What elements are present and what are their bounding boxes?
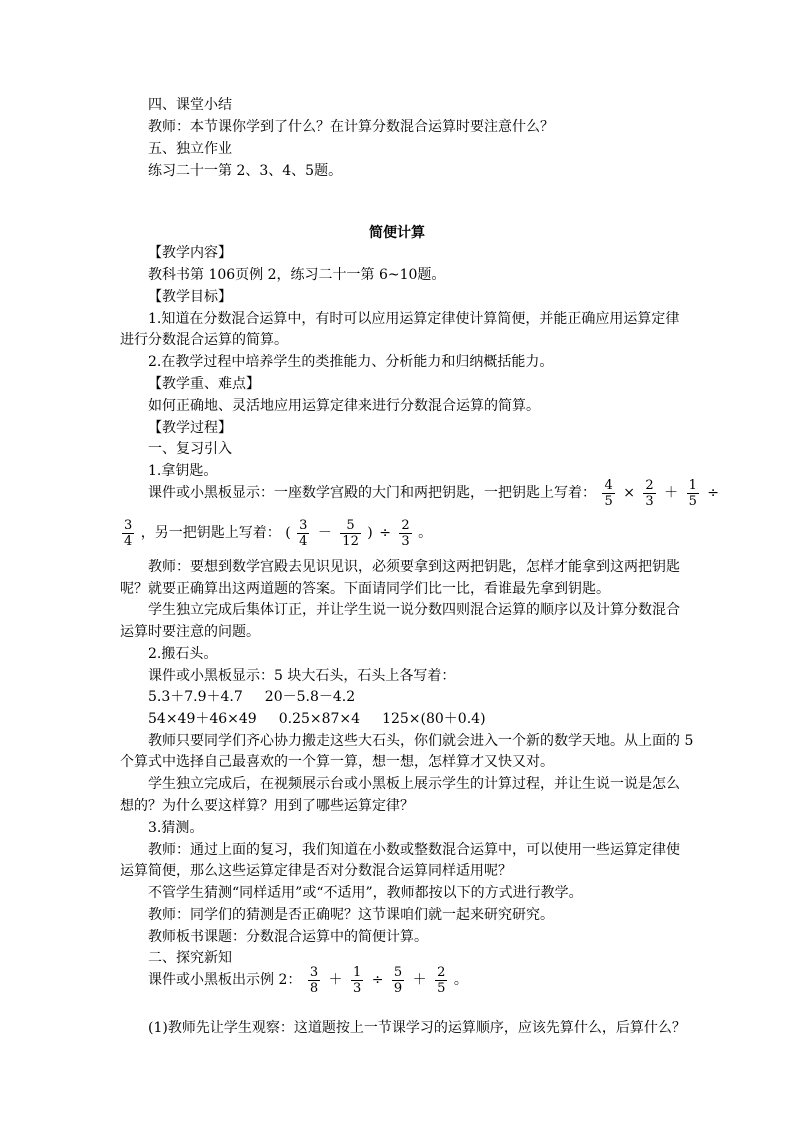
part-1-heading: 一、复习引入 bbox=[148, 441, 232, 457]
teacher-review-line-1: 教师：通过上面的复习，我们知道在小数或整数混合运算中，可以使用一些运算定律使 bbox=[148, 842, 680, 858]
expr-4: 0.25×87×4 bbox=[278, 711, 361, 727]
goal-1-line-1: 1.知道在分数混合运算中，有时可以应用运算定律使计算简便，并能正确应用运算定律 bbox=[148, 311, 680, 327]
section-homework-heading: 五、独立作业 bbox=[148, 141, 232, 157]
teacher-keys-line-1: 教师：要想到数学宫殿去见识见识，必须要拿到这两把钥匙，怎样才能拿到这两把钥匙 bbox=[148, 559, 680, 575]
student-correct-line-1: 学生独立完成后集体订正，并让学生说一说分数四则混合运算的顺序以及计算分数混合 bbox=[148, 602, 680, 618]
goal-2: 2.在教学过程中培养学生的类推能力、分析能力和归纳概括能力。 bbox=[148, 354, 554, 370]
fraction-2-5: $\frac{2}{5}$ bbox=[437, 964, 446, 996]
teaching-goal-heading: 【教学目标】 bbox=[148, 289, 232, 305]
student-show-line-1: 学生独立完成后，在视频展示台或小黑板上展示学生的计算过程，并让生说一说是怎么 bbox=[148, 776, 680, 792]
process-heading: 【教学过程】 bbox=[148, 420, 232, 436]
key-2-intro: ，另一把钥匙上写着： bbox=[140, 525, 281, 541]
stones-intro: 课件或小黑板显示：5 块大石头，石头上各写着： bbox=[148, 668, 456, 684]
page-title: 简便计算 bbox=[369, 225, 425, 241]
fraction-3-8: $\frac{3}{8}$ bbox=[309, 964, 319, 996]
example-2-line: 课件或小黑板出示例 2： $\frac{3}{8}$ ＋ $\frac{1}{3}$ ÷ $\frac{5}{9}$ ＋ $\frac{2}{5}$ 。 bbox=[148, 964, 468, 996]
times-sign: × bbox=[623, 485, 635, 501]
plus-sign: ＋ bbox=[664, 485, 679, 501]
step-move-stones: 2.搬石头。 bbox=[148, 646, 218, 662]
fraction-2-3-b: $\frac{2}{3}$ bbox=[401, 517, 410, 549]
stone-expressions-row-2 bbox=[148, 709, 486, 729]
observe-question: (1)教师先让学生观察：这道题按上一节课学习的运算顺序，应该先算什么，后算什么？ bbox=[148, 1020, 686, 1036]
teaching-content-text: 教科书第 106页例 2，练习二十一第 6~10题。 bbox=[148, 267, 446, 283]
minus-sign: － bbox=[317, 525, 332, 541]
expr-1: 5.3＋7.9＋4.7 bbox=[148, 689, 243, 705]
stone-expressions-row-1 bbox=[148, 687, 355, 707]
key-points-heading: 【教学重、难点】 bbox=[148, 376, 260, 392]
goal-1-line-2: 进行分数混合运算的简算。 bbox=[120, 332, 288, 348]
teacher-board-title: 教师板书课题：分数混合运算中的简便计算。 bbox=[148, 929, 428, 945]
expr-3: 54×49＋46×49 bbox=[148, 711, 257, 727]
fraction-1-3: $\frac{1}{3}$ bbox=[353, 964, 362, 996]
fraction-5-9: $\frac{5}{9}$ bbox=[393, 964, 403, 996]
teaching-content-heading: 【教学内容】 bbox=[148, 245, 232, 261]
fraction-3-4: $\frac{3}{4}$ bbox=[124, 517, 133, 549]
key-2-line: $\frac{3}{4}$ ，另一把钥匙上写着： ( $\frac{3}{4}$ － $\frac{5}{12}$ ) ÷ $\frac{2}{3}$ 。 bbox=[124, 517, 433, 549]
teacher-stones-line-1: 教师只要同学们齐心协力搬走这些大石头，你们就会进入一个新的数学天地。从上面的 5 bbox=[148, 733, 694, 749]
student-correct-line-2: 运算时要注意的问题。 bbox=[120, 624, 260, 640]
student-show-line-2: 想的？为什么要这样算？用到了哪些运算定律？ bbox=[120, 798, 414, 814]
teacher-keys-line-2: 呢？就要正确算出这两道题的答案。下面请同学们比一比，看谁最先拿到钥匙。 bbox=[120, 581, 610, 597]
example-2-intro: 课件或小黑板出示例 2： bbox=[148, 972, 302, 988]
section-summary-heading: 四、课堂小结 bbox=[148, 97, 232, 113]
key-1-intro: 课件或小黑板显示：一座数学宫殿的大门和两把钥匙，一把钥匙上写着： bbox=[148, 485, 596, 501]
teacher-stones-line-2: 个算式中选择自己最喜欢的一个算一算，想一想，怎样算才又快又对。 bbox=[120, 754, 554, 770]
divide-sign-2: ÷ bbox=[379, 525, 391, 541]
key-1-line bbox=[148, 474, 721, 512]
fraction-1-5: $\frac{1}{5}$ bbox=[688, 477, 697, 509]
part-2-heading: 二、探究新知 bbox=[148, 950, 232, 966]
step-guess: 3.猜测。 bbox=[148, 820, 204, 836]
fraction-4-5: $\frac{4}{5}$ bbox=[604, 477, 613, 509]
divide-sign: ÷ bbox=[707, 485, 720, 501]
teacher-question: 教师：本节课你学到了什么？在计算分数混合运算时要注意什么？ bbox=[148, 119, 554, 135]
step-take-keys: 1.拿钥匙。 bbox=[148, 463, 218, 479]
expr-2: 20－5.8－4.2 bbox=[264, 689, 356, 705]
fraction-2-3: $\frac{2}{3}$ bbox=[645, 477, 654, 509]
guess-note: 不管学生猜测“同样适用”或“不适用”，教师都按以下的方式进行教学。 bbox=[148, 885, 583, 901]
teacher-guess-check: 教师：同学们的猜测是否正确呢？这节课咱们就一起来研究研究。 bbox=[148, 907, 554, 923]
key-points-text: 如何正确地、灵活地应用运算定律来进行分数混合运算的简算。 bbox=[148, 398, 540, 414]
fraction-5-12: $\frac{5}{12}$ bbox=[342, 517, 359, 549]
teacher-review-line-2: 运算简便，那么这些运算定律是否对分数混合运算同样适用呢？ bbox=[120, 863, 512, 879]
homework-text: 练习二十一第 2、3、4、5题。 bbox=[148, 163, 343, 179]
expr-5: 125×(80＋0.4) bbox=[382, 711, 486, 727]
fraction-3-4-b: $\frac{3}{4}$ bbox=[299, 517, 308, 549]
